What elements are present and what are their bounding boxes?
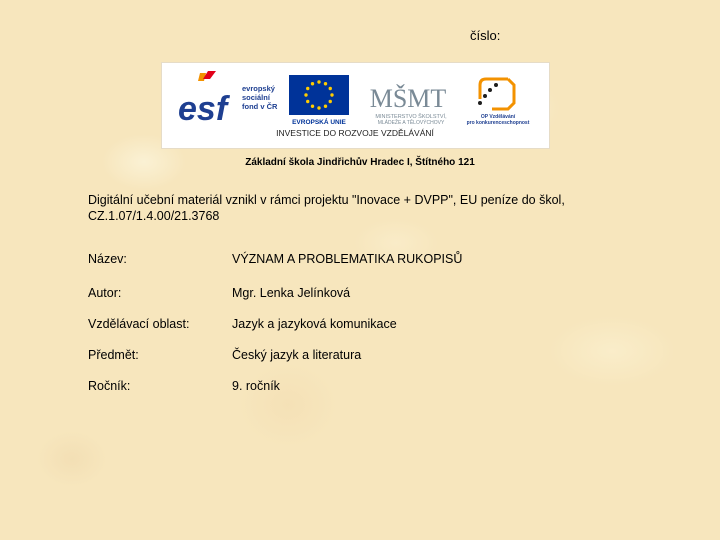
document-number-label: číslo: bbox=[470, 28, 501, 43]
eu-star-icon bbox=[317, 106, 320, 109]
project-description bbox=[88, 192, 648, 224]
eu-star-icon bbox=[330, 93, 333, 96]
eu-star-icon bbox=[317, 80, 320, 83]
field-value: Mgr. Lenka Jelínková bbox=[232, 286, 351, 300]
eu-star-icon bbox=[329, 87, 332, 90]
op-text-line1: OP Vzdělávání bbox=[480, 114, 516, 120]
field-value: VÝZNAM A PROBLEMATIKA RUKOPISŮ bbox=[232, 252, 463, 266]
op-dot-icon bbox=[478, 101, 482, 105]
field-value: Český jazyk a literatura bbox=[232, 348, 362, 362]
eu-star-icon bbox=[311, 105, 314, 108]
esf-text-line2: sociální bbox=[242, 93, 270, 102]
op-text-line2: pro konkurenceschopnost bbox=[466, 120, 530, 126]
msmt-text-line1: MINISTERSTVO ŠKOLSTVÍ, bbox=[375, 114, 447, 120]
op-vk-logo bbox=[467, 79, 530, 126]
eu-flag-logo bbox=[289, 75, 349, 126]
eu-funding-logo-bar bbox=[162, 63, 549, 148]
esf-logo bbox=[178, 71, 278, 128]
field-label: Autor: bbox=[88, 286, 122, 300]
esf-text-line1: evropský bbox=[242, 84, 275, 93]
msmt-text-line2: MLÁDEŽE A TĚLOVÝCHOVY bbox=[377, 120, 445, 126]
eu-caption: EVROPSKÁ UNIE bbox=[292, 119, 346, 126]
description-line1: Digitální učební materiál vznikl v rámci projektu "Inovace + DVPP", EU peníze do škol, bbox=[88, 193, 565, 207]
esf-wordmark: esf bbox=[178, 90, 228, 128]
field-label: Název: bbox=[88, 252, 127, 266]
school-name: Základní škola Jindřichův Hradec I, Štítného 121 bbox=[245, 157, 475, 168]
investice-caption: INVESTICE DO ROZVOJE VZDĚLÁVÁNÍ bbox=[276, 128, 434, 138]
msmt-mark-icon: MŠMT bbox=[369, 84, 447, 113]
field-value: 9. ročník bbox=[232, 379, 280, 393]
eu-star-icon bbox=[306, 87, 309, 90]
eu-star-icon bbox=[324, 82, 327, 85]
field-label: Předmět: bbox=[88, 348, 139, 362]
eu-star-icon bbox=[304, 93, 307, 96]
field-value: Jazyk a jazyková komunikace bbox=[232, 317, 397, 331]
field-label: Ročník: bbox=[88, 379, 131, 393]
eu-star-icon bbox=[329, 100, 332, 103]
msmt-logo bbox=[370, 84, 447, 126]
field-label: Vzdělávací oblast: bbox=[88, 317, 190, 331]
eu-star-icon bbox=[306, 100, 309, 103]
eu-star-icon bbox=[324, 105, 327, 108]
description-line2: CZ.1.07/1.4.00/21.3768 bbox=[88, 209, 220, 223]
eu-star-icon bbox=[311, 82, 314, 85]
esf-text-line3: fond v ČR bbox=[242, 102, 278, 111]
